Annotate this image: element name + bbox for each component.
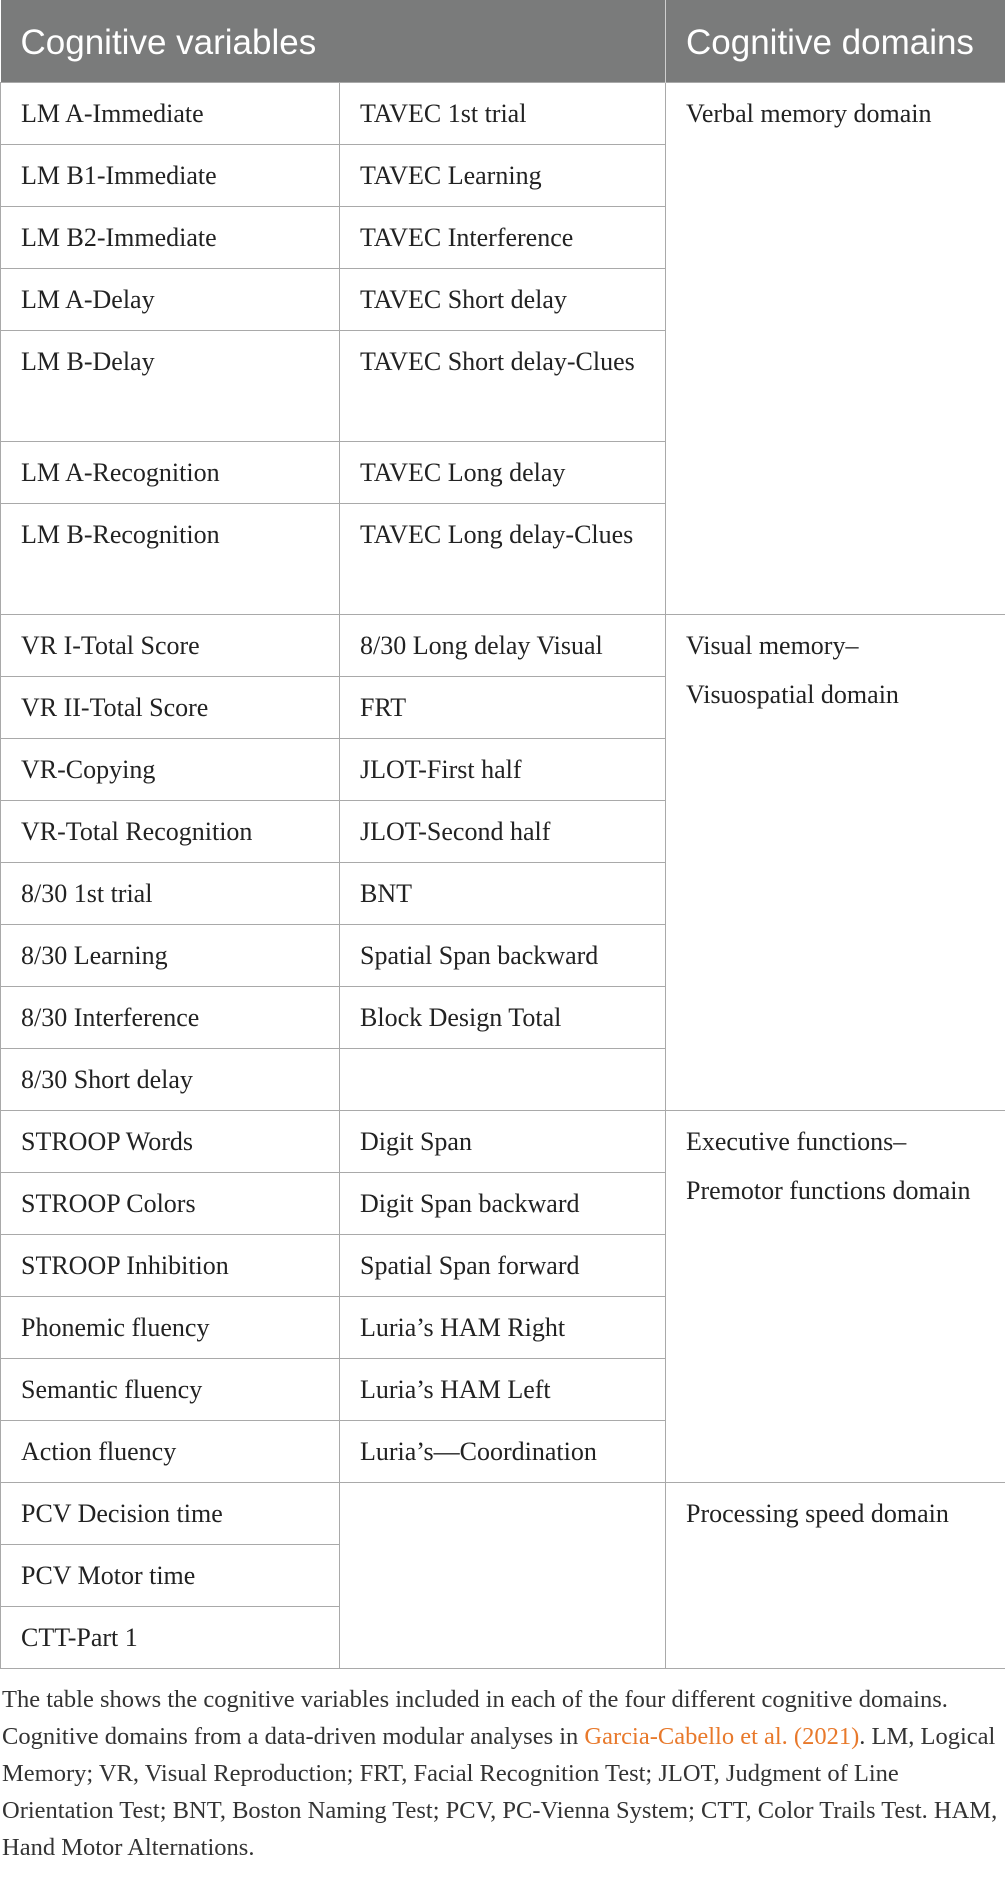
- variable-cell: 8/30 Interference: [1, 986, 340, 1048]
- variable-cell: Phonemic fluency: [1, 1296, 340, 1358]
- variable-cell: STROOP Words: [1, 1110, 340, 1172]
- variable-cell: TAVEC Learning: [340, 144, 666, 206]
- variable-cell: VR I-Total Score: [1, 614, 340, 676]
- variable-cell: Block Design Total: [340, 986, 666, 1048]
- domain-cell-verbal-memory: Verbal memory domain: [666, 82, 1005, 614]
- citation-link[interactable]: Garcia-Cabello et al. (2021): [584, 1722, 860, 1750]
- variable-cell: STROOP Colors: [1, 1172, 340, 1234]
- variable-cell: 8/30 Learning: [1, 924, 340, 986]
- variable-cell: JLOT-Second half: [340, 800, 666, 862]
- variable-cell: 8/30 Long delay Visual: [340, 614, 666, 676]
- domain-cell-processing-speed: Processing speed domain: [666, 1482, 1005, 1668]
- variable-cell: BNT: [340, 862, 666, 924]
- header-cognitive-variables: Cognitive variables: [1, 0, 666, 82]
- variable-cell: Luria’s—Coordination: [340, 1420, 666, 1482]
- variable-cell: FRT: [340, 676, 666, 738]
- variable-cell: Action fluency: [1, 1420, 340, 1482]
- variable-cell: TAVEC Interference: [340, 206, 666, 268]
- table-row: [1, 1110, 1005, 1172]
- variable-cell: LM B1-Immediate: [1, 144, 340, 206]
- variable-cell: Semantic fluency: [1, 1358, 340, 1420]
- variable-cell: JLOT-First half: [340, 738, 666, 800]
- variable-cell: 8/30 Short delay: [1, 1048, 340, 1110]
- table-row: [1, 82, 1005, 144]
- variable-cell: LM A-Immediate: [1, 82, 340, 144]
- footnote-abbreviations: . LM, Logical Memory; VR, Visual Reproduction; FRT, Facial Recognition Test; JLOT, Judgment of Line Orientation Test; BNT, Boston Naming Test; PCV, PC-Vienna System; CTT, Color Trails Test. HAM, Hand Motor Alternations.: [2, 1722, 998, 1861]
- header-cognitive-domains: Cognitive domains: [666, 0, 1005, 82]
- domain-cell-executive-functions: Executive functions–Premotor functions domain: [666, 1110, 1005, 1482]
- variable-cell: Digit Span: [340, 1110, 666, 1172]
- table-footnote: [0, 1669, 1005, 1866]
- variable-cell: Luria’s HAM Right: [340, 1296, 666, 1358]
- table-row: [1, 1482, 1005, 1544]
- variable-cell: TAVEC Long delay: [340, 441, 666, 503]
- variable-cell: Spatial Span forward: [340, 1234, 666, 1296]
- variable-cell: Spatial Span backward: [340, 924, 666, 986]
- variable-cell: VR II-Total Score: [1, 676, 340, 738]
- table-row: [1, 614, 1005, 676]
- variable-cell-empty: [340, 1482, 666, 1668]
- variable-cell: LM A-Recognition: [1, 441, 340, 503]
- variable-cell: Digit Span backward: [340, 1172, 666, 1234]
- domain-cell-visual-memory: Visual memory–Visuospatial domain: [666, 614, 1005, 1110]
- variable-cell: TAVEC Short delay-Clues: [340, 330, 666, 441]
- variable-cell: TAVEC Short delay: [340, 268, 666, 330]
- variable-cell: LM B2-Immediate: [1, 206, 340, 268]
- variable-cell: Luria’s HAM Left: [340, 1358, 666, 1420]
- variable-cell: TAVEC 1st trial: [340, 82, 666, 144]
- table-header-row: [1, 0, 1005, 82]
- variable-cell: LM A-Delay: [1, 268, 340, 330]
- variable-cell: [340, 1048, 666, 1110]
- variable-cell: STROOP Inhibition: [1, 1234, 340, 1296]
- variable-cell: PCV Motor time: [1, 1544, 340, 1606]
- variable-cell: 8/30 1st trial: [1, 862, 340, 924]
- variable-cell: VR-Copying: [1, 738, 340, 800]
- footnote-text: The table shows the cognitive variables included in each of the four different cognitive domains. Cognitive domains from a data-driven modular analyses in: [2, 1685, 948, 1750]
- variable-cell: LM B-Recognition: [1, 503, 340, 614]
- variable-cell: PCV Decision time: [1, 1482, 340, 1544]
- variable-cell: LM B-Delay: [1, 330, 340, 441]
- variable-cell: TAVEC Long delay-Clues: [340, 503, 666, 614]
- variable-cell: VR-Total Recognition: [1, 800, 340, 862]
- variable-cell: CTT-Part 1: [1, 1606, 340, 1668]
